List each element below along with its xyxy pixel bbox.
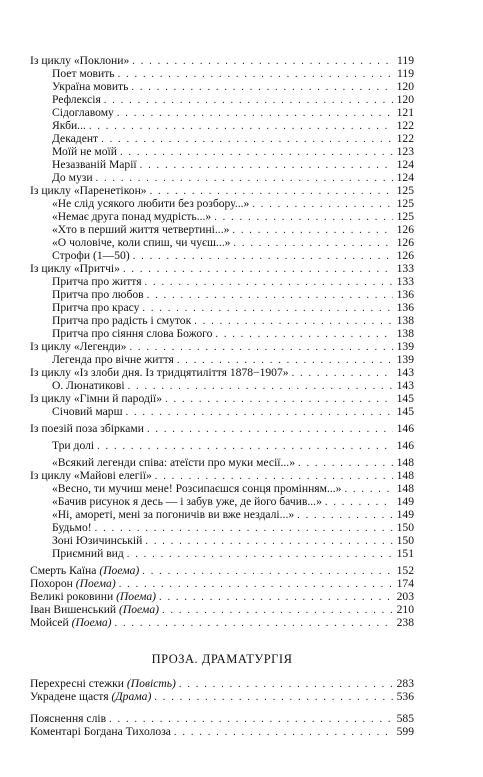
dot-leader bbox=[95, 522, 393, 534]
toc-entry-title bbox=[52, 405, 123, 418]
toc-entry-title-text: Із поезій поза збірками bbox=[30, 422, 144, 435]
toc-entry bbox=[30, 508, 414, 521]
toc-entry-page-number: 133 bbox=[396, 275, 414, 288]
toc-entry bbox=[30, 54, 414, 67]
toc-entry-title bbox=[30, 677, 176, 690]
toc-entry bbox=[30, 145, 414, 158]
dot-leader bbox=[115, 617, 393, 629]
toc-entry bbox=[30, 712, 414, 725]
dot-leader bbox=[165, 393, 393, 405]
dot-leader bbox=[162, 604, 393, 616]
toc-entry bbox=[30, 616, 414, 629]
dot-leader bbox=[109, 713, 393, 725]
toc-entry-title-text: Якби... bbox=[52, 119, 86, 132]
toc-entry-title-text: Із циклу «Із злоби дня. Із тридцятиліття 1878−1907» bbox=[30, 366, 289, 379]
toc-entry-genre: (Драма) bbox=[111, 690, 152, 703]
toc-entry bbox=[30, 249, 414, 262]
toc-entry bbox=[30, 210, 414, 223]
toc-entry-title bbox=[52, 301, 139, 314]
toc-entry-title bbox=[30, 366, 289, 379]
toc-entry-title-text: Рефлексія bbox=[52, 93, 101, 106]
toc-entry bbox=[30, 340, 414, 353]
toc-entry-page-number: 125 bbox=[396, 210, 414, 223]
toc-entry-title-text: Перехресні стежки bbox=[30, 677, 125, 690]
toc-entry-page-number: 145 bbox=[396, 405, 414, 418]
toc-entry-page-number: 123 bbox=[396, 145, 414, 158]
toc-entry-title-text: Декадент bbox=[52, 132, 99, 145]
toc-entry bbox=[30, 456, 414, 469]
toc-entry-page-number: 125 bbox=[396, 184, 414, 197]
dot-leader bbox=[194, 315, 393, 327]
toc-entry bbox=[30, 80, 414, 93]
dot-leader bbox=[101, 133, 393, 145]
toc-entry-page-number: 120 bbox=[396, 93, 414, 106]
toc-entry-page-number: 151 bbox=[396, 547, 414, 560]
toc-entry-title bbox=[52, 327, 212, 340]
dot-leader bbox=[292, 367, 393, 379]
toc-entry-page-number: 122 bbox=[396, 119, 414, 132]
toc-entry-title bbox=[30, 184, 147, 197]
toc-entry-title-text: Смерть Каїна bbox=[30, 564, 97, 577]
toc-entry bbox=[30, 262, 414, 275]
toc-entry-title-text: Приємний вид bbox=[52, 547, 124, 560]
toc-entry-page-number: 283 bbox=[396, 677, 414, 690]
toc-entry bbox=[30, 690, 414, 703]
toc-entry-page-number: 150 bbox=[396, 534, 414, 547]
toc-entry bbox=[30, 577, 414, 590]
toc-entry-title bbox=[52, 495, 322, 508]
toc-entry bbox=[30, 422, 414, 435]
toc-entry-title-text: Три долі bbox=[52, 439, 95, 452]
toc-entry-genre: (Поема) bbox=[119, 603, 159, 616]
dot-leader bbox=[147, 289, 393, 301]
toc-entry-title bbox=[52, 210, 211, 223]
toc-entry bbox=[30, 106, 414, 119]
toc-entry bbox=[30, 469, 414, 482]
toc-entry-title-text: «Немає друга понад мудрість...» bbox=[52, 210, 212, 223]
dot-leader bbox=[145, 276, 393, 288]
toc-entry-title-text: Строфи (1—50) bbox=[52, 249, 130, 262]
toc-entry bbox=[30, 288, 414, 301]
toc-entry bbox=[30, 590, 414, 603]
toc-entry-title-text: «Хто в перший життя четвертині...» bbox=[52, 223, 230, 236]
toc-entry-title-text: Похорон bbox=[30, 577, 73, 590]
dot-leader bbox=[150, 185, 393, 197]
toc-entry bbox=[30, 314, 414, 327]
toc-entry-page-number: 148 bbox=[396, 469, 414, 482]
toc-entry-genre: (Поема) bbox=[99, 564, 140, 577]
toc-entry-title bbox=[30, 422, 144, 435]
toc-entry-title bbox=[30, 712, 106, 725]
toc-entry bbox=[30, 677, 414, 690]
toc-entry-page-number: 124 bbox=[396, 158, 414, 171]
toc-entry bbox=[30, 405, 414, 418]
dot-leader bbox=[117, 107, 393, 119]
toc-entry-title-text: Притча про радість і смуток bbox=[52, 314, 192, 327]
dot-leader bbox=[252, 198, 393, 210]
toc-entry-title-text: «Ні, амореті, мені за погоничів ви вже нездалі...» bbox=[52, 508, 295, 521]
section-heading-prose: ПРОЗА. ДРАМАТУРГІЯ bbox=[151, 652, 293, 666]
toc-entry-title bbox=[52, 171, 93, 184]
toc-entry-page-number: 125 bbox=[396, 197, 414, 210]
dot-leader bbox=[132, 55, 393, 67]
toc-entry-genre: (Поема) bbox=[71, 616, 112, 629]
toc-entry-title-text: Незазваній Марії bbox=[52, 158, 137, 171]
toc-entry-title bbox=[52, 482, 341, 495]
toc-entry-title-text: Січовий марш bbox=[52, 405, 123, 418]
toc-entry bbox=[30, 603, 414, 616]
toc-entry-title-text: «Не слід усякого любити без розбору...» bbox=[52, 197, 250, 210]
toc-entry-page-number: 203 bbox=[396, 590, 414, 603]
dot-leader bbox=[142, 302, 393, 314]
toc-entry-title-text: «О чоловіче, коли спиш, чи чуєш...» bbox=[52, 236, 231, 249]
toc-entry-title bbox=[52, 275, 142, 288]
toc-entry-page-number: 126 bbox=[396, 223, 414, 236]
dot-leader bbox=[131, 81, 393, 93]
toc-entry-page-number: 139 bbox=[396, 353, 414, 366]
toc-entry-genre: (Повість) bbox=[126, 677, 176, 690]
toc-entry bbox=[30, 564, 414, 577]
toc-entry-page-number: 148 bbox=[396, 456, 414, 469]
dot-leader bbox=[155, 470, 393, 482]
dot-leader bbox=[233, 237, 393, 249]
dot-leader bbox=[174, 726, 393, 738]
toc-entry bbox=[30, 197, 414, 210]
toc-entry-page-number: 536 bbox=[396, 690, 414, 703]
toc-entry-title bbox=[30, 564, 139, 577]
toc-entry-title bbox=[52, 521, 92, 534]
toc-entry-page-number: 126 bbox=[396, 236, 414, 249]
toc-entry-page-number: 136 bbox=[396, 301, 414, 314]
toc-entry-title-text: Будьмо! bbox=[52, 521, 92, 534]
toc-entry-title-text: Мойсей bbox=[30, 616, 69, 629]
toc-entry-page-number: 174 bbox=[396, 577, 414, 590]
toc-entry-title-text: Зоні Юзичинській bbox=[52, 534, 143, 547]
toc-entry-title bbox=[30, 603, 159, 616]
table-of-contents bbox=[30, 54, 414, 738]
toc-entry-page-number: 146 bbox=[396, 439, 414, 452]
toc-entry-page-number: 122 bbox=[396, 132, 414, 145]
toc-part-appendix bbox=[30, 712, 414, 738]
toc-entry bbox=[30, 184, 414, 197]
toc-entry-title-text: Із циклу «Гімни й пародії» bbox=[30, 392, 163, 405]
toc-entry-title bbox=[52, 314, 191, 327]
toc-entry bbox=[30, 495, 414, 508]
dot-leader bbox=[232, 224, 393, 236]
dot-leader bbox=[126, 406, 394, 418]
toc-entry-page-number: 143 bbox=[396, 366, 414, 379]
toc-entry-title bbox=[52, 158, 137, 171]
toc-entry-title-text: Легенда про вічне життя bbox=[52, 353, 174, 366]
toc-entry bbox=[30, 366, 414, 379]
dot-leader bbox=[118, 68, 393, 80]
toc-entry bbox=[30, 482, 414, 495]
toc-entry-title bbox=[52, 534, 142, 547]
toc-entry bbox=[30, 521, 414, 534]
dot-leader bbox=[96, 172, 393, 184]
toc-entry bbox=[30, 171, 414, 184]
toc-entry-title-text: Великі роковини bbox=[30, 590, 114, 603]
toc-entry-title-text: Пояснення слів bbox=[30, 712, 107, 725]
toc-entry-title-text: Притча про любов bbox=[52, 288, 144, 301]
toc-entry-title bbox=[30, 616, 112, 629]
toc-entry-title-text: Украдене щастя bbox=[30, 690, 109, 703]
toc-entry-title bbox=[30, 690, 151, 703]
toc-entry-title bbox=[52, 197, 249, 210]
toc-entry bbox=[30, 379, 414, 392]
dot-leader bbox=[123, 263, 393, 275]
toc-entry bbox=[30, 725, 414, 738]
toc-entry-page-number: 152 bbox=[396, 564, 414, 577]
toc-entry bbox=[30, 353, 414, 366]
toc-entry-title-text: До музи bbox=[52, 171, 93, 184]
dot-leader bbox=[214, 211, 393, 223]
toc-entry bbox=[30, 275, 414, 288]
toc-part-poems bbox=[30, 564, 414, 629]
toc-entry-title bbox=[30, 725, 171, 738]
toc-entry-title-text: «Бачив рисунок я десь — і забув уже, де його бачив...» bbox=[52, 495, 322, 508]
toc-entry-title bbox=[52, 439, 94, 452]
toc-entry-title-text: Притча про красу bbox=[52, 301, 140, 314]
toc-entry bbox=[30, 119, 414, 132]
toc-entry bbox=[30, 392, 414, 405]
toc-entry-title-text: Із циклу «Легенди» bbox=[30, 340, 127, 353]
toc-entry-page-number: 121 bbox=[396, 106, 414, 119]
toc-entry-title bbox=[52, 223, 229, 236]
toc-entry-title bbox=[52, 80, 128, 93]
toc-entry bbox=[30, 547, 414, 560]
dot-leader bbox=[133, 250, 393, 262]
toc-entry-title bbox=[52, 119, 86, 132]
toc-entry-page-number: 143 bbox=[396, 379, 414, 392]
toc-entry-page-number: 145 bbox=[396, 392, 414, 405]
dot-leader bbox=[147, 423, 393, 435]
dot-leader bbox=[89, 120, 393, 132]
toc-entry-title-text: Іван Вишенський bbox=[30, 603, 117, 616]
toc-part-other-poems bbox=[30, 422, 414, 560]
toc-entry bbox=[30, 236, 414, 249]
dot-leader bbox=[145, 535, 393, 547]
toc-entry bbox=[30, 132, 414, 145]
toc-entry-page-number: 138 bbox=[396, 327, 414, 340]
toc-entry bbox=[30, 327, 414, 340]
toc-entry-title bbox=[52, 236, 230, 249]
toc-entry-page-number: 139 bbox=[396, 340, 414, 353]
toc-entry-page-number: 138 bbox=[396, 314, 414, 327]
toc-entry-genre: (Поема) bbox=[116, 590, 157, 603]
toc-entry bbox=[30, 93, 414, 106]
toc-entry-page-number: 119 bbox=[397, 54, 414, 67]
toc-entry-page-number: 238 bbox=[396, 616, 414, 629]
toc-entry-title bbox=[30, 262, 120, 275]
toc-entry-genre: (Поема) bbox=[75, 577, 116, 590]
toc-entry-page-number: 148 bbox=[396, 482, 414, 495]
toc-entry-title bbox=[52, 145, 117, 158]
toc-entry-page-number: 120 bbox=[396, 80, 414, 93]
dot-leader bbox=[297, 509, 393, 521]
toc-entry-page-number: 149 bbox=[396, 508, 414, 521]
toc-entry-title-text: Із циклу «Майові елегії» bbox=[30, 469, 152, 482]
toc-entry bbox=[30, 223, 414, 236]
toc-entry-title bbox=[30, 590, 156, 603]
toc-entry-title-text: Коментарі Богдана Тихолоза bbox=[30, 725, 171, 738]
toc-entry-page-number: 119 bbox=[397, 67, 414, 80]
toc-part-prose bbox=[30, 677, 414, 703]
dot-leader bbox=[179, 678, 393, 690]
toc-entry-title bbox=[52, 132, 98, 145]
toc-entry bbox=[30, 301, 414, 314]
toc-entry bbox=[30, 67, 414, 80]
toc-entry-title bbox=[52, 67, 115, 80]
toc-entry-title bbox=[52, 93, 101, 106]
toc-entry-page-number: 210 bbox=[396, 603, 414, 616]
toc-entry-title bbox=[52, 456, 295, 469]
toc-entry-page-number: 136 bbox=[396, 288, 414, 301]
dot-leader bbox=[344, 483, 393, 495]
toc-entry-page-number: 149 bbox=[396, 495, 414, 508]
toc-entry-title bbox=[52, 288, 144, 301]
dot-leader bbox=[215, 328, 393, 340]
toc-entry-title bbox=[52, 508, 294, 521]
dot-leader bbox=[119, 578, 393, 590]
toc-entry-title bbox=[30, 392, 162, 405]
toc-entry-title-text: «Весно, ти мучиш мене! Розсипаєшся сонця промінням...» bbox=[52, 482, 342, 495]
dot-leader bbox=[128, 380, 393, 392]
toc-entry-page-number: 150 bbox=[396, 521, 414, 534]
toc-entry-title-text: Із циклу «Поклони» bbox=[30, 54, 130, 67]
toc-entry-page-number: 124 bbox=[396, 171, 414, 184]
toc-entry-title-text: Моїй не моїй bbox=[52, 145, 117, 158]
dot-leader bbox=[142, 565, 393, 577]
toc-entry-title bbox=[52, 379, 125, 392]
dot-leader bbox=[177, 354, 393, 366]
dot-leader bbox=[154, 691, 393, 703]
toc-entry-title bbox=[52, 249, 130, 262]
toc-entry bbox=[30, 439, 414, 452]
toc-entry-title-text: Із циклу «Притчі» bbox=[30, 262, 120, 275]
dot-leader bbox=[159, 591, 393, 603]
dot-leader bbox=[120, 146, 393, 158]
toc-entry-title-text: Із циклу «Паренетікон» bbox=[30, 184, 147, 197]
toc-entry-title bbox=[52, 547, 124, 560]
toc-entry-title bbox=[52, 353, 174, 366]
toc-entry-title-text: Притча про життя bbox=[52, 275, 142, 288]
toc-entry-title bbox=[30, 577, 116, 590]
dot-leader bbox=[97, 440, 393, 452]
toc-entry-title bbox=[30, 340, 126, 353]
toc-entry-title-text: «Всякий легенди співа: атеїсти про муки месії...» bbox=[52, 456, 296, 469]
toc-entry-page-number: 133 bbox=[396, 262, 414, 275]
toc-entry-page-number: 146 bbox=[396, 422, 414, 435]
toc-entry bbox=[30, 534, 414, 547]
toc-entry-title-text: Поет мовить bbox=[52, 67, 115, 80]
dot-leader bbox=[127, 548, 393, 560]
dot-leader bbox=[298, 457, 393, 469]
toc-entry-title-text: О. Люнатикові bbox=[52, 379, 125, 392]
toc-entry-title-text: Україна мовить bbox=[52, 80, 129, 93]
toc-entry bbox=[30, 158, 414, 171]
toc-entry-title-text: Сідоглавому bbox=[52, 106, 114, 119]
toc-entry-page-number: 585 bbox=[396, 712, 414, 725]
dot-leader bbox=[325, 496, 393, 508]
toc-entry-title bbox=[30, 469, 152, 482]
toc-entry-page-number: 126 bbox=[396, 249, 414, 262]
dot-leader bbox=[104, 94, 393, 106]
toc-part-cycles bbox=[30, 54, 414, 418]
dot-leader bbox=[140, 159, 393, 171]
toc-entry-title bbox=[52, 106, 114, 119]
toc-entry-title bbox=[30, 54, 129, 67]
toc-entry-title-text: Притча про сіяння слова Божого bbox=[52, 327, 213, 340]
dot-leader bbox=[129, 341, 393, 353]
toc-entry-page-number: 599 bbox=[396, 725, 414, 738]
